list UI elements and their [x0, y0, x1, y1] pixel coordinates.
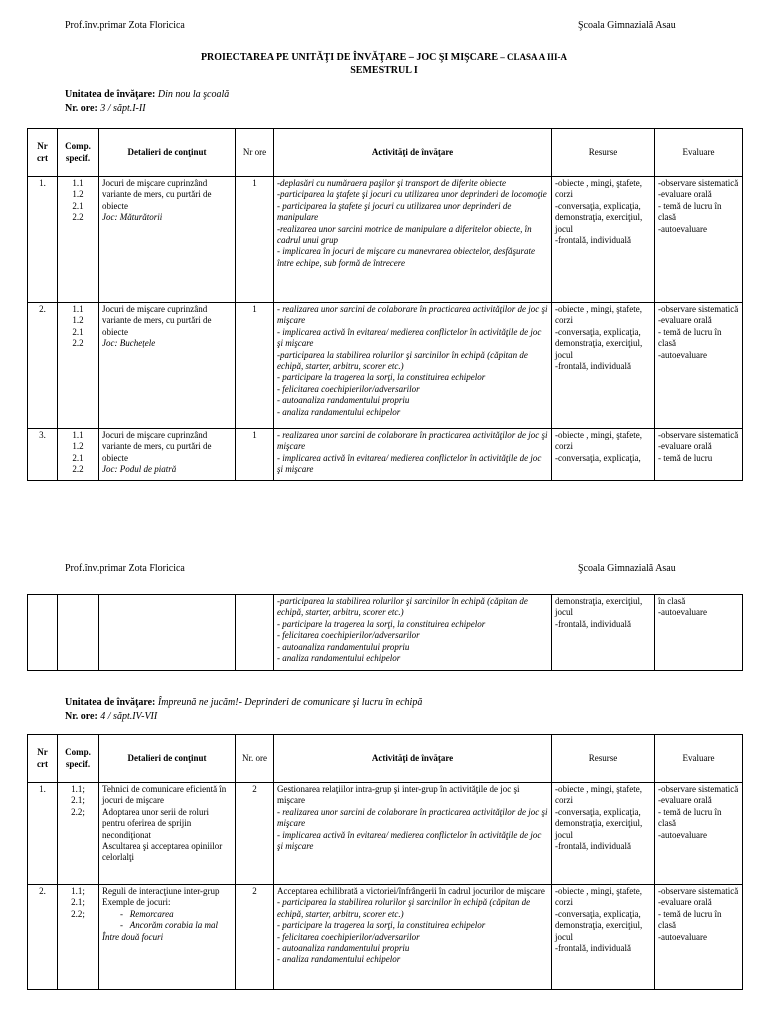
- col-hours: Nr. ore: [236, 735, 274, 783]
- row-evaluation: [655, 429, 743, 481]
- table-header-row: [28, 129, 743, 177]
- example-item: - Ancorăm corabia la mal: [120, 920, 218, 931]
- row-hours: 2: [236, 783, 274, 885]
- activity-item: -realizarea unor sarcini motrice de manipulare a diferitelor obiecte, în cadrul unui grup: [277, 223, 532, 246]
- row-activities: [274, 177, 552, 303]
- comp-item: 1.1: [72, 178, 84, 188]
- activity-item: - participarea la stabilirea rolurilor şi sarcinilor în echipă (căpitan de echipă, starter, arbitru, scorer etc.): [277, 897, 531, 919]
- evaluation-item: - temă de lucru în clasă: [658, 326, 722, 349]
- row-activities: [274, 429, 552, 481]
- row-hours: 1: [236, 177, 274, 303]
- table-unit-1: [27, 128, 743, 481]
- title-class: – CLASA A III-A: [498, 52, 568, 62]
- semester-title: SEMESTRUL I: [350, 65, 418, 76]
- unit-label: Unitatea de învăţare:: [65, 697, 156, 708]
- comp-item: 1.2: [72, 315, 84, 326]
- content-text: Jocuri de mişcare cuprinzând variante de mers, cu purtări de obiecte: [102, 430, 212, 463]
- content-text: Reguli de interacţiune inter-grup: [102, 886, 220, 896]
- activity-item: - participare la tragerea la sorţi, la constituirea echipelor: [277, 920, 486, 931]
- table-row: [28, 783, 743, 885]
- evaluation-item: -observare sistematică: [658, 178, 739, 188]
- resource-item: -conversaţia, explicaţia, demonstraţia, exerciţiul, jocul: [555, 326, 643, 360]
- row-resources: [552, 429, 655, 481]
- row-hours: 1: [236, 303, 274, 429]
- resource-item: -frontală, individuală: [555, 361, 631, 372]
- evaluation-item: - temă de lucru: [658, 452, 713, 463]
- evaluation-item: -evaluare orală: [658, 795, 712, 806]
- row-comp: [58, 429, 99, 481]
- evaluation-item: - temă de lucru în clasă: [658, 908, 722, 931]
- resource-item: -frontală, individuală: [555, 841, 631, 852]
- comp-item: 1.2: [72, 441, 84, 452]
- hours-label: Nr. ore:: [65, 103, 98, 114]
- unit-label: Unitatea de învăţare:: [65, 89, 156, 100]
- evaluation-item: -observare sistematică: [658, 430, 739, 440]
- row-evaluation: [655, 303, 743, 429]
- resource-item: -conversaţia, explicaţia, demonstraţia, exerciţiul, jocul: [555, 908, 643, 942]
- content-game: Joc: Măturătorii: [102, 212, 163, 223]
- content-text: Exemple de jocuri:: [102, 897, 171, 908]
- evaluation-item: în clasă: [658, 596, 686, 606]
- row-nr: 3.: [28, 429, 58, 481]
- page-title: [0, 52, 768, 63]
- col-activities: Activităţi de învăţare: [274, 129, 552, 177]
- row-content: [99, 885, 236, 990]
- table-continued: [27, 594, 743, 671]
- row-activities: [274, 595, 552, 671]
- evaluation-item: -observare sistematică: [658, 784, 739, 794]
- example-item: - Remorcarea: [120, 908, 174, 919]
- row-content: [99, 303, 236, 429]
- resource-item: -conversaţia, explicaţia, demonstraţia, exerciţiul, jocul: [555, 200, 643, 234]
- evaluation-item: -autoevaluare: [658, 607, 707, 618]
- resource-item: demonstraţia, exerciţiul, jocul: [555, 596, 643, 618]
- table-header-row: [28, 735, 743, 783]
- content-game: Joc: Buchețele: [102, 338, 156, 349]
- col-evaluation: Evaluare: [655, 129, 743, 177]
- unit-line-2: [65, 697, 422, 708]
- evaluation-item: -evaluare orală: [658, 441, 712, 452]
- content-text: Jocuri de mişcare cuprinzând variante de mers, cu purtări de obiecte: [102, 178, 212, 211]
- comp-item: 2.2;: [71, 806, 85, 817]
- resource-item: -frontală, individuală: [555, 618, 631, 629]
- evaluation-item: -evaluare orală: [658, 315, 712, 326]
- example-text: Remorcarea: [129, 908, 174, 919]
- comp-item: 2.1: [72, 326, 84, 337]
- unit-name: Din nou la şcoală: [155, 89, 230, 100]
- col-content: Detalieri de conţinut: [99, 129, 236, 177]
- header-school: Şcoala Gimnazială Asau: [578, 20, 676, 31]
- evaluation-item: - temă de lucru în clasă: [658, 200, 722, 223]
- content-text: Jocuri de mişcare cuprinzând variante de mers, cu purtări de obiecte: [102, 304, 212, 337]
- activity-item: - autoanaliza randamentului propriu: [277, 395, 410, 406]
- header-teacher-2: Prof.înv.primar Zota Floricica: [65, 563, 185, 574]
- row-resources: [552, 885, 655, 990]
- row-nr: 1.: [28, 177, 58, 303]
- row-nr: 2.: [28, 885, 58, 990]
- hours-value: 4 / săpt.IV-VII: [97, 711, 158, 722]
- col-comp: Comp. specif.: [58, 735, 99, 783]
- evaluation-item: -observare sistematică: [658, 304, 739, 314]
- comp-item: 2.2;: [71, 908, 85, 919]
- activity-item: - autoanaliza randamentului propriu: [277, 943, 410, 954]
- activity-item: - implicarea activă în evitarea/ medierea conflictelor în activităţile de joc şi mişcare: [277, 829, 542, 852]
- row-comp: [58, 885, 99, 990]
- evaluation-item: -observare sistematică: [658, 886, 739, 896]
- row-activities: [274, 303, 552, 429]
- col-resources: Resurse: [552, 129, 655, 177]
- row-comp: [58, 595, 99, 671]
- comp-item: 1.1: [72, 304, 84, 314]
- evaluation-item: -autoevaluare: [658, 223, 707, 234]
- comp-item: 1.2: [72, 189, 84, 200]
- table-row: [28, 177, 743, 303]
- row-evaluation: [655, 783, 743, 885]
- col-nr: Nr crt: [28, 129, 58, 177]
- activity-item: - realizarea unor sarcini de colaborare în practicarea activităţilor de joc şi mişcare: [277, 304, 548, 326]
- hours-line-2: [65, 711, 157, 722]
- comp-item: 2.2: [72, 212, 84, 223]
- row-content: [99, 783, 236, 885]
- row-hours: 2: [236, 885, 274, 990]
- activity-item: - felicitarea coechipierilor/adversarilor: [277, 931, 420, 942]
- row-hours: [236, 595, 274, 671]
- comp-item: 2.1;: [71, 897, 85, 908]
- activity-item: - implicarea activă în evitarea/ medierea conflictelor în activităţile de joc şi mişcare: [277, 452, 542, 475]
- table-row: [28, 429, 743, 481]
- activity-item: - analiza randamentului echipelor: [277, 406, 401, 417]
- evaluation-item: - temă de lucru în clasă: [658, 806, 722, 829]
- content-text: Adoptarea unor serii de roluri pentru oferirea de sprijin necondiţionat: [102, 806, 209, 840]
- activity-item: - implicarea în jocuri de mişcare cu manevrarea obiectelor, desfăşurate între echipe, sub formă de întrecere: [277, 246, 535, 268]
- row-content: [99, 429, 236, 481]
- evaluation-item: -evaluare orală: [658, 189, 712, 200]
- comp-item: 1.1;: [71, 886, 85, 896]
- content-text: Tehnici de comunicare eficientă în jocuri de mişcare: [102, 784, 227, 806]
- resource-item: -obiecte , mingi, ştafete, corzi: [555, 304, 642, 326]
- activity-item: -deplasări cu număraera paşilor şi transport de diferite obiecte: [277, 178, 506, 188]
- col-comp: Comp. specif.: [58, 129, 99, 177]
- activity-item: - realizarea unor sarcini de colaborare în practicarea activităţilor de joc şi mişcare: [277, 430, 548, 452]
- row-evaluation: [655, 885, 743, 990]
- resource-item: -frontală, individuală: [555, 235, 631, 246]
- row-comp: [58, 303, 99, 429]
- comp-item: 1.1: [72, 430, 84, 440]
- resource-item: -conversaţia, explicaţia, demonstraţia, exerciţiul, jocul: [555, 806, 643, 840]
- col-resources: Resurse: [552, 735, 655, 783]
- table-row: [28, 885, 743, 990]
- resource-item: -frontală, individuală: [555, 943, 631, 954]
- hours-line: [65, 103, 146, 114]
- activity-intro: Gestionarea relaţiilor intra-grup şi inter-grup în activităţile de joc şi mişcare: [277, 784, 520, 806]
- header-school-2: Şcoala Gimnazială Asau: [578, 563, 676, 574]
- resource-item: -obiecte , mingi, ştafete, corzi: [555, 430, 642, 452]
- activity-item: - autoanaliza randamentului propriu: [277, 641, 410, 652]
- activity-item: - participare la tragerea la sorţi, la constituirea echipelor: [277, 618, 486, 629]
- resource-item: -obiecte , mingi, ştafete, corzi: [555, 784, 642, 806]
- activity-item: -participarea la stabilirea rolurilor şi sarcinilor în echipă (căpitan de echipă, starter, arbitru, scorer etc.): [277, 349, 528, 372]
- content-text: Ascultarea şi acceptarea opiniilor celorlalţi: [102, 841, 223, 863]
- row-nr: 2.: [28, 303, 58, 429]
- comp-item: 2.1;: [71, 795, 85, 806]
- title-main: PROIECTAREA PE UNITĂŢI DE ÎNVĂŢARE – JOC ŞI MIŞCARE: [200, 52, 499, 63]
- evaluation-item: -autoevaluare: [658, 931, 707, 942]
- row-resources: [552, 303, 655, 429]
- row-resources: [552, 177, 655, 303]
- row-nr: 1.: [28, 783, 58, 885]
- comp-item: 2.2: [72, 338, 84, 349]
- col-activities: Activităţi de învăţare: [274, 735, 552, 783]
- activity-item: - analiza randamentului echipelor: [277, 653, 401, 664]
- row-comp: [58, 177, 99, 303]
- activity-item: - implicarea activă în evitarea/ medierea conflictelor în activităţile de joc şi mişcare: [277, 326, 542, 349]
- activity-item: - participare la tragerea la sorţi, la constituirea echipelor: [277, 372, 486, 383]
- hours-value: 3 / săpt.I-II: [97, 103, 146, 114]
- resource-item: -obiecte , mingi, ştafete, corzi: [555, 178, 642, 200]
- comp-item: 1.1;: [71, 784, 85, 794]
- activity-item: - realizarea unor sarcini de colaborare în practicarea activităţilor de joc şi mişcare: [277, 806, 548, 829]
- table-row-continued: [28, 595, 743, 671]
- row-hours: 1: [236, 429, 274, 481]
- row-evaluation: [655, 177, 743, 303]
- activity-item: -participarea la stabilirea rolurilor şi sarcinilor în echipă (căpitan de echipă, starter, arbitru, scorer etc.): [277, 596, 528, 618]
- activity-intro: Acceptarea echilibrată a victoriei/înfrângerii în cadrul jocurilor de mişcare: [277, 886, 545, 896]
- table-unit-2: [27, 734, 743, 990]
- example-text: Ancorăm corabia la mal: [129, 920, 218, 931]
- activity-item: - felicitarea coechipierilor/adversarilor: [277, 630, 420, 641]
- evaluation-item: -evaluare orală: [658, 897, 712, 908]
- row-activities: [274, 885, 552, 990]
- col-evaluation: Evaluare: [655, 735, 743, 783]
- comp-item: 2.1: [72, 452, 84, 463]
- activity-item: - analiza randamentului echipelor: [277, 954, 401, 965]
- col-nr: Nr crt: [28, 735, 58, 783]
- hours-label: Nr. ore:: [65, 711, 98, 722]
- row-content: [99, 177, 236, 303]
- comp-item: 2.1: [72, 200, 84, 211]
- row-activities: [274, 783, 552, 885]
- activity-item: - felicitarea coechipierilor/adversarilor: [277, 383, 420, 394]
- evaluation-item: -autoevaluare: [658, 829, 707, 840]
- row-content: [99, 595, 236, 671]
- table-row: [28, 303, 743, 429]
- row-resources: [552, 595, 655, 671]
- content-game: Joc: Podul de piatră: [102, 464, 177, 475]
- unit-line: [65, 89, 229, 100]
- row-comp: [58, 783, 99, 885]
- activity-item: -participarea la ştafete şi jocuri cu utilizarea unor deprinderi de locomoţie: [277, 189, 547, 200]
- activity-item: - participarea la ştafete şi jocuri cu utilizarea unor deprinderi de manipulare: [277, 200, 512, 223]
- content-tail: Între două focuri: [102, 931, 164, 942]
- col-hours: Nr ore: [236, 129, 274, 177]
- comp-item: 2.2: [72, 464, 84, 475]
- row-resources: [552, 783, 655, 885]
- evaluation-item: -autoevaluare: [658, 349, 707, 360]
- row-nr: [28, 595, 58, 671]
- header-teacher: Prof.înv.primar Zota Floricica: [65, 20, 185, 31]
- resource-item: -obiecte , mingi, ştafete, corzi: [555, 886, 642, 908]
- row-evaluation: [655, 595, 743, 671]
- col-content: Detalieri de conţinut: [99, 735, 236, 783]
- unit-name: Împreună ne jucăm!- Deprinderi de comunicare şi lucru în echipă: [155, 697, 423, 708]
- resource-item: -conversaţia, explicaţia,: [555, 452, 641, 463]
